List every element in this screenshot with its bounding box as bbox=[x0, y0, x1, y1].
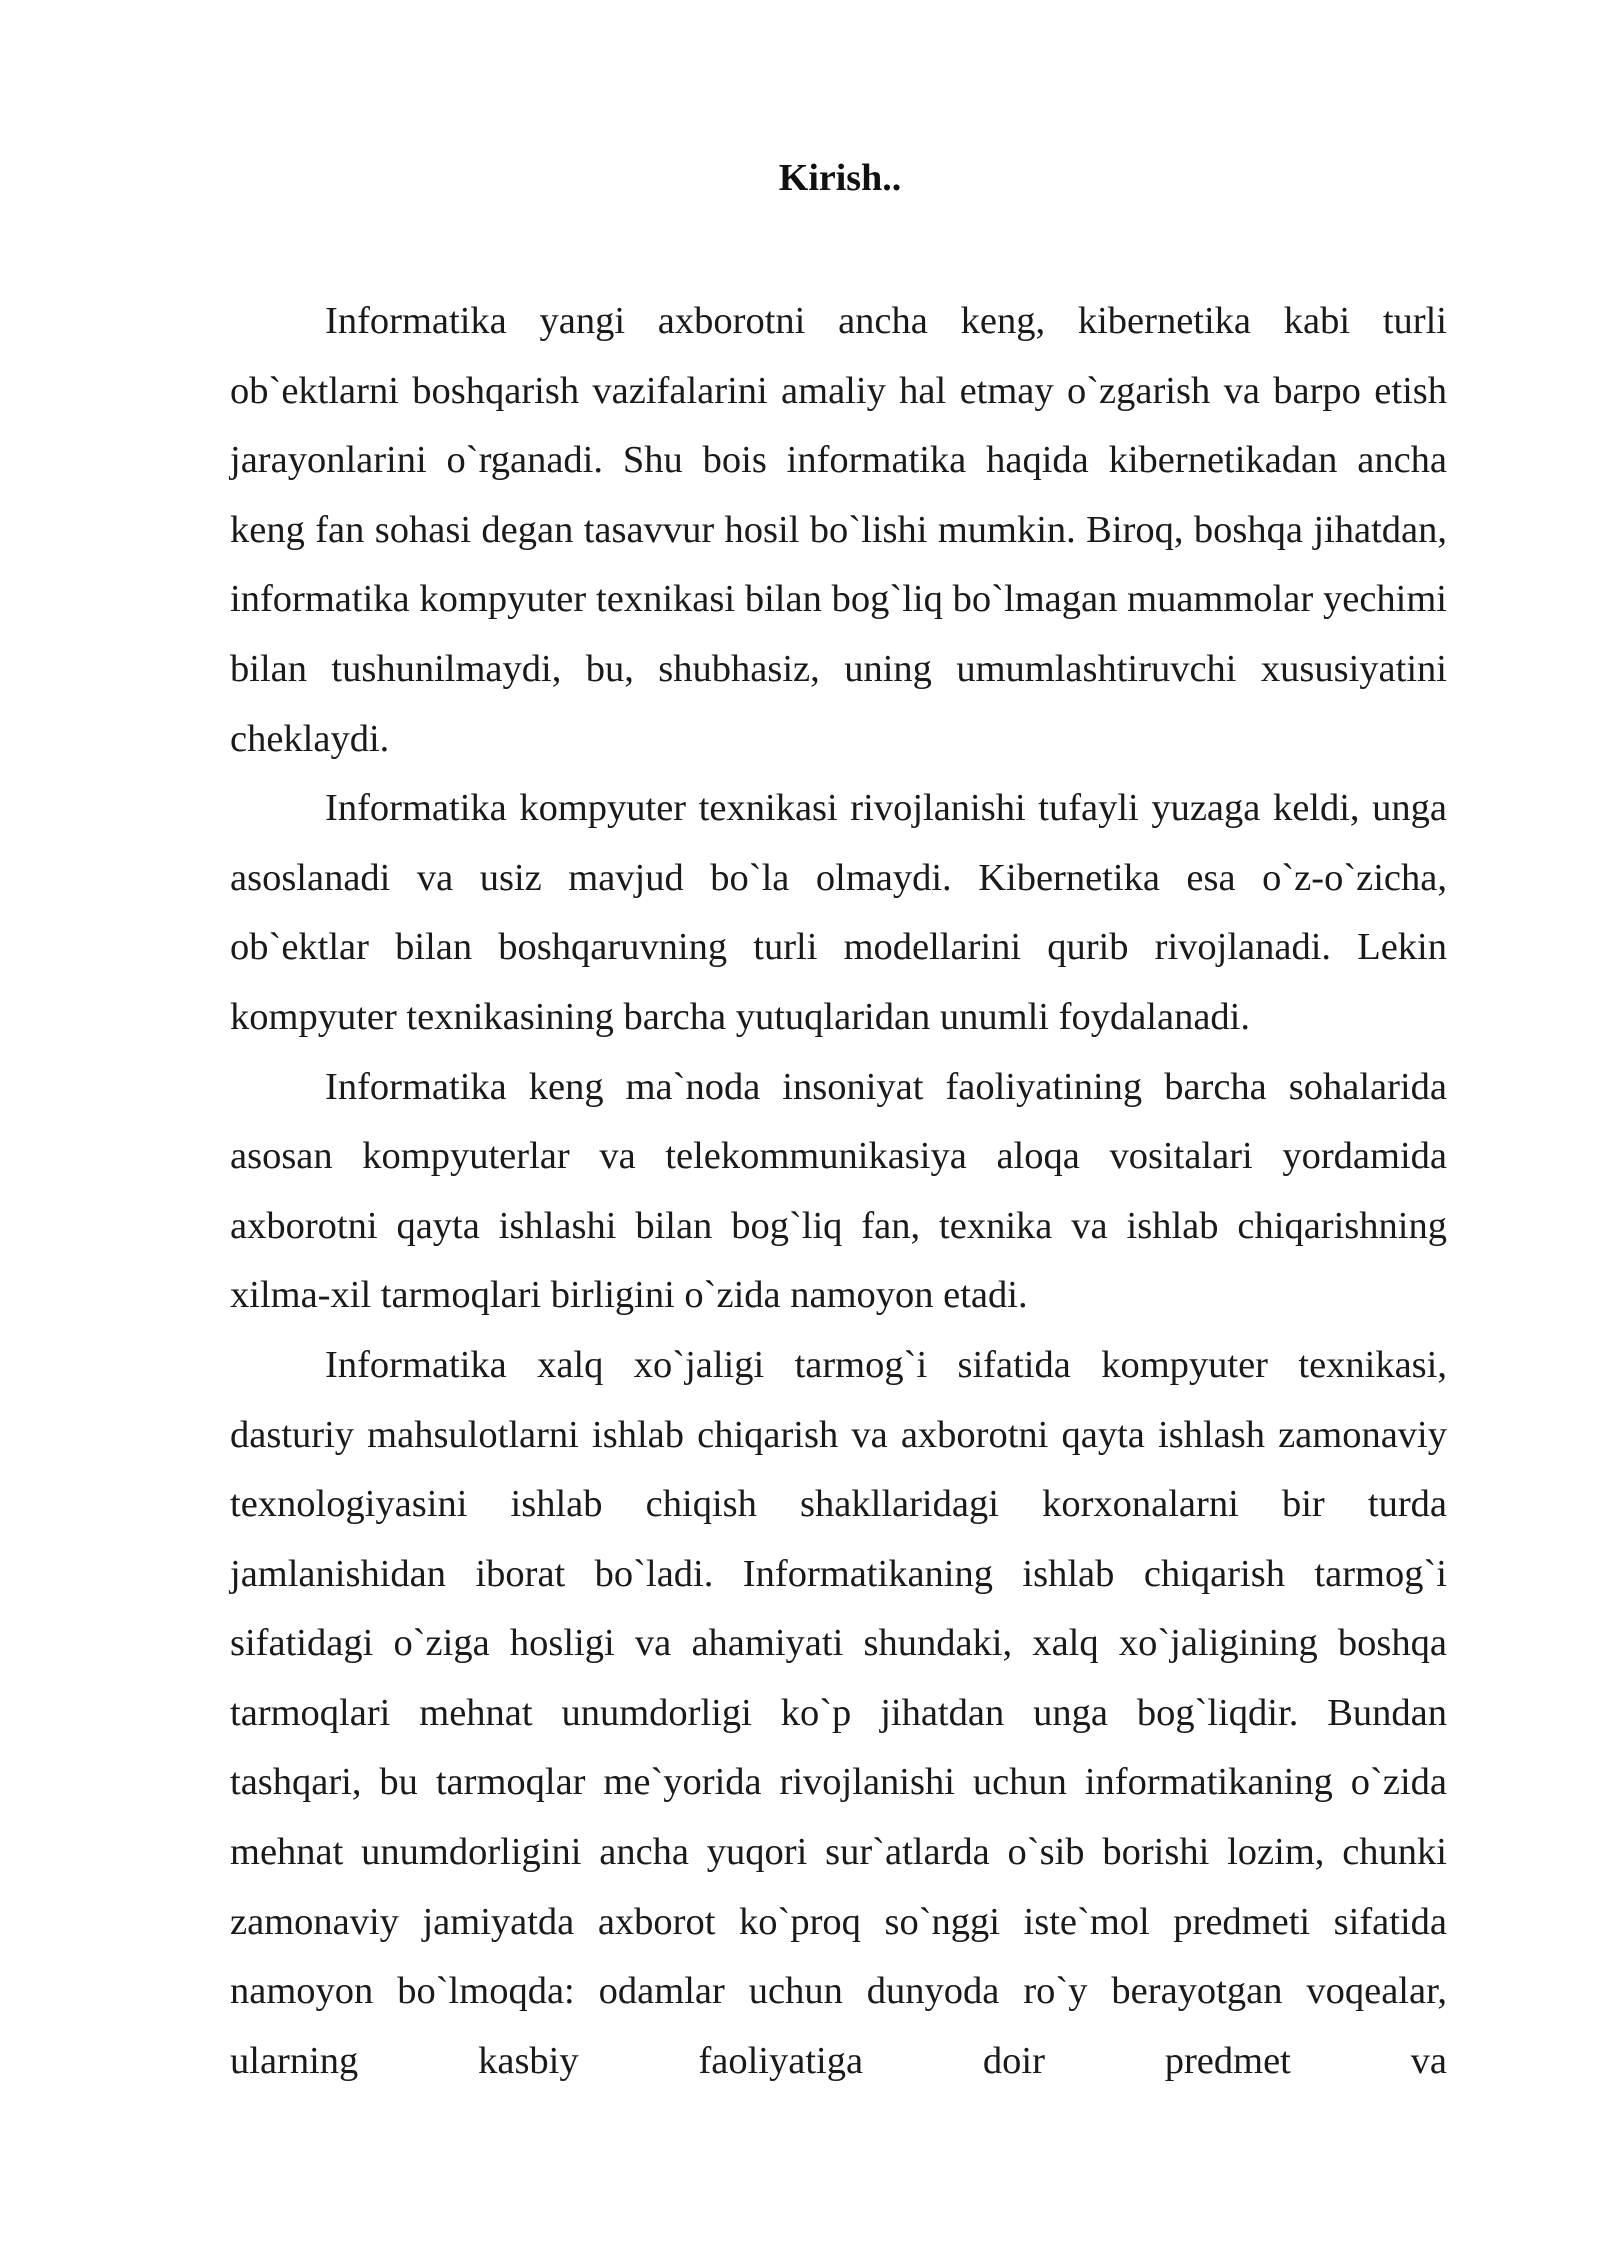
paragraph-1: Informatika yangi axborotni ancha keng, kibernetika kabi turli ob`ektlarni boshqarish vazifalarini amaliy hal etmay o`zgarish va barpo etish jarayonlarini o`rganadi. Shu bois informatika haqida kibernetikadan ancha keng fan sohasi degan tasavvur hosil bo`lishi mumkin. Biroq, boshqa jihatdan, informatika kompyuter texnikasi bilan bog`liq bo`lmagan muammolar yechimi bilan tushunilmaydi, bu, shubhasiz, uning umumlashtiruvchi xususiyatini cheklaydi. bbox=[230, 300, 1447, 760]
paragraph-3: Informatika keng ma`noda insoniyat faoliyatining barcha sohalarida asosan kompyuterlar va telekommunikasiya aloqa vositalari yordamida axborotni qayta ishlashi bilan bog`liq fan, texnika va ishlab chiqarishning xilma-xil tarmoqlari birligini o`zida namoyon etadi. bbox=[230, 1065, 1447, 1317]
paragraph-2: Informatika kompyuter texnikasi rivojlanishi tufayli yuzaga keldi, unga asoslanadi va usiz mavjud bo`la olmaydi. Kibernetika esa o`z-o`zicha, ob`ektlar bilan boshqaruvning turli modellarini qurib rivojlanadi. Lekin kompyuter texnikasining barcha yutuqlaridan unumli foydalanadi. bbox=[230, 787, 1447, 1038]
paragraph-4: Informatika xalq xo`jaligi tarmog`i sifatida kompyuter texnikasi, dasturiy mahsulotlarni ishlab chiqarish va axborotni qayta ishlash zamonaviy texnologiyasini ishlab chiqish shakllaridagi korxonalarni bir turda jamlanishidan iborat bo`ladi. Informatikaning ishlab chiqarish tarmog`i sifatidagi o`ziga hosligi va ahamiyati shundaki, xalq xo`jaligining boshqa tarmoqlari mehnat unumdorligi ko`p jihatdan unga bog`liqdir. Bundan tashqari, bu tarmoqlar me`yorida rivojlanishi uchun informatikaning o`zida mehnat unumdorligini ancha yuqori sur`atlarda o`sib borishi lozim, chunki zamonaviy jamiyatda axborot ko`proq so`nggi iste`mol predmeti sifatida namoyon bo`lmoqda: odamlar uchun dunyoda ro`y berayotgan voqealar, ularning kasbiy faoliyatiga doir predmet va bbox=[230, 1343, 1447, 2082]
document-body bbox=[230, 287, 1447, 2096]
page-title: Kirish.. bbox=[778, 157, 902, 199]
